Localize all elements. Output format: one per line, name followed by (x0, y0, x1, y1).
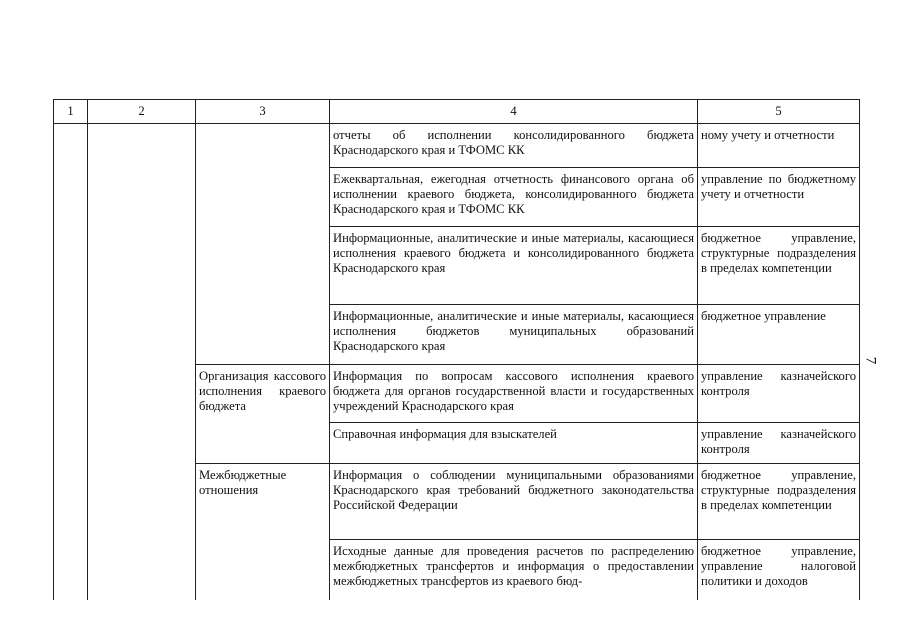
cell-col-4: Информационные, аналитические и иные материалы, касающиеся исполнения бюджетов муниципальных образований Краснодарского края (330, 305, 698, 365)
cell-col-1 (54, 124, 88, 600)
page-number: 7 (862, 356, 879, 365)
cell-col-5: управление казначейского контроля (698, 423, 860, 464)
header-col-3: 3 (196, 100, 330, 124)
cell-col-5: ному учету и отчетности (698, 124, 860, 168)
cell-col-5: бюджетное управление (698, 305, 860, 365)
header-col-4: 4 (330, 100, 698, 124)
cell-col-4: Исходные данные для проведения расчетов по распределению межбюджетных трансфертов и информация о предоставлении межбюджетных трансфертов из краевого бюд- (330, 540, 698, 600)
cell-col-4: отчеты об исполнении консолидированного бюджета Краснодарского края и ТФОМС КК (330, 124, 698, 168)
table-row (54, 124, 860, 168)
cell-col-2 (88, 124, 196, 600)
cell-col-4: Ежеквартальная, ежегодная отчетность финансового органа об исполнении краевого бюджета, консолидированного бюджета Краснодарского края и ТФОМС КК (330, 168, 698, 227)
table-header-row (54, 100, 860, 124)
cell-col-5: управление по бюджетному учету и отчетности (698, 168, 860, 227)
cell-col-5: бюджетное управление, структурные подразделения в пределах компетенции (698, 227, 860, 305)
cell-col-5: управление казначейского контроля (698, 365, 860, 423)
cell-col-5: бюджетное управление, управление налоговой политики и доходов (698, 540, 860, 600)
header-col-2: 2 (88, 100, 196, 124)
data-table (53, 99, 860, 600)
cell-col-3: Организация кассового исполнения краевого бюджета (196, 365, 330, 464)
cell-col-4: Информационные, аналитические и иные материалы, касающиеся исполнения краевого бюджета и консолидированного бюджета Краснодарского края (330, 227, 698, 305)
cell-col-3 (196, 124, 330, 365)
cell-col-4: Справочная информация для взыскателей (330, 423, 698, 464)
cell-col-4: Информация о соблюдении муниципальными образованиями Краснодарского края требований бюджетного законодательства Российской Федерации (330, 464, 698, 540)
header-col-1: 1 (54, 100, 88, 124)
cell-col-3: Межбюджетные отношения (196, 464, 330, 600)
header-col-5: 5 (698, 100, 860, 124)
cell-col-5: бюджетное управление, структурные подразделения в пределах компетенции (698, 464, 860, 540)
cell-col-4: Информация по вопросам кассового исполнения краевого бюджета для органов государственной власти и государственных учреждений Краснодарского края (330, 365, 698, 423)
